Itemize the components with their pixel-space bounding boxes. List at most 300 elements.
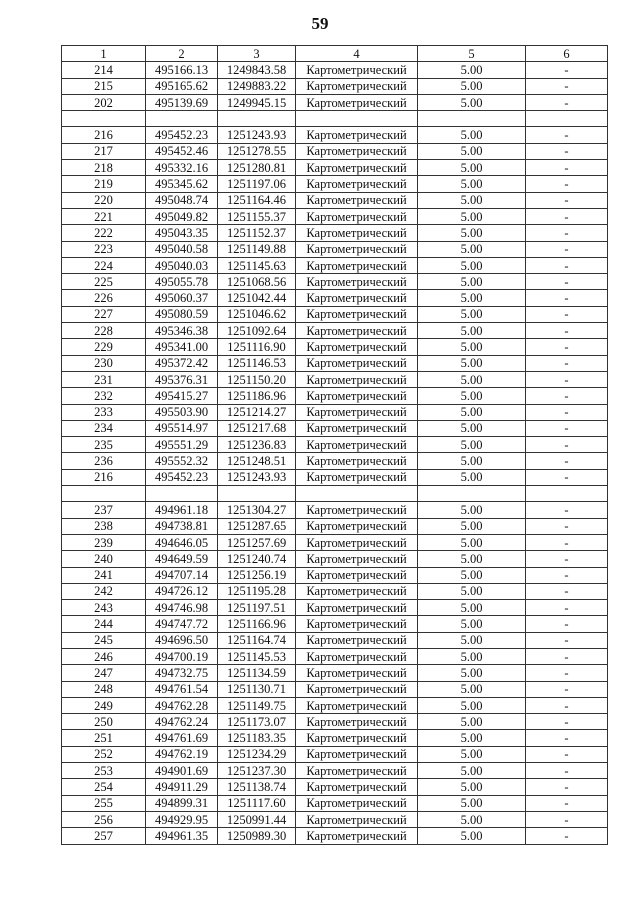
point-number-cell: 245 — [62, 632, 146, 648]
accuracy-cell: 5.00 — [418, 257, 526, 273]
note-cell: - — [526, 714, 608, 730]
point-number-cell: 221 — [62, 208, 146, 224]
x-coordinate-cell: 494646.05 — [146, 534, 218, 550]
accuracy-cell — [418, 486, 526, 502]
accuracy-cell: 5.00 — [418, 746, 526, 762]
table-row — [62, 388, 608, 404]
y-coordinate-cell: 1251257.69 — [218, 534, 296, 550]
accuracy-cell: 5.00 — [418, 241, 526, 257]
y-coordinate-cell: 1251146.53 — [218, 355, 296, 371]
point-number-cell: 217 — [62, 143, 146, 159]
note-cell: - — [526, 681, 608, 697]
note-cell: - — [526, 632, 608, 648]
method-cell: Картометрический — [296, 241, 418, 257]
y-coordinate-cell: 1249883.22 — [218, 78, 296, 94]
x-coordinate-cell: 494762.19 — [146, 746, 218, 762]
accuracy-cell: 5.00 — [418, 404, 526, 420]
method-cell: Картометрический — [296, 681, 418, 697]
table-row — [62, 257, 608, 273]
point-number-cell: 231 — [62, 371, 146, 387]
y-coordinate-cell: 1251236.83 — [218, 437, 296, 453]
x-coordinate-cell: 495372.42 — [146, 355, 218, 371]
note-cell: - — [526, 616, 608, 632]
y-coordinate-cell: 1251145.63 — [218, 257, 296, 273]
method-cell: Картометрический — [296, 518, 418, 534]
table-row — [62, 828, 608, 844]
y-coordinate-cell — [218, 486, 296, 502]
method-cell: Картометрический — [296, 600, 418, 616]
method-cell: Картометрический — [296, 323, 418, 339]
accuracy-cell: 5.00 — [418, 795, 526, 811]
accuracy-cell: 5.00 — [418, 127, 526, 143]
y-coordinate-cell: 1251130.71 — [218, 681, 296, 697]
note-cell — [526, 486, 608, 502]
point-number-cell — [62, 111, 146, 127]
accuracy-cell: 5.00 — [418, 811, 526, 827]
y-coordinate-cell: 1251164.74 — [218, 632, 296, 648]
point-number-cell: 215 — [62, 78, 146, 94]
accuracy-cell: 5.00 — [418, 600, 526, 616]
table-row — [62, 323, 608, 339]
accuracy-cell: 5.00 — [418, 78, 526, 94]
point-number-cell: 256 — [62, 811, 146, 827]
table-row — [62, 127, 608, 143]
method-cell: Картометрический — [296, 78, 418, 94]
x-coordinate-cell: 494961.35 — [146, 828, 218, 844]
accuracy-cell: 5.00 — [418, 160, 526, 176]
x-coordinate-cell: 495060.37 — [146, 290, 218, 306]
point-number-cell: 255 — [62, 795, 146, 811]
x-coordinate-cell: 494726.12 — [146, 583, 218, 599]
table-row — [62, 274, 608, 290]
note-cell: - — [526, 257, 608, 273]
table-row — [62, 208, 608, 224]
x-coordinate-cell: 494929.95 — [146, 811, 218, 827]
point-number-cell: 228 — [62, 323, 146, 339]
y-coordinate-cell: 1251183.35 — [218, 730, 296, 746]
x-coordinate-cell — [146, 111, 218, 127]
table-row — [62, 648, 608, 664]
point-number-cell — [62, 486, 146, 502]
x-coordinate-cell: 494700.19 — [146, 648, 218, 664]
note-cell: - — [526, 648, 608, 664]
point-number-cell: 227 — [62, 306, 146, 322]
note-cell: - — [526, 730, 608, 746]
x-coordinate-cell: 495514.97 — [146, 420, 218, 436]
accuracy-cell: 5.00 — [418, 779, 526, 795]
note-cell: - — [526, 404, 608, 420]
method-cell — [296, 111, 418, 127]
y-coordinate-cell: 1251248.51 — [218, 453, 296, 469]
point-number-cell: 239 — [62, 534, 146, 550]
y-coordinate-cell: 1251046.62 — [218, 306, 296, 322]
accuracy-cell: 5.00 — [418, 583, 526, 599]
x-coordinate-cell: 494762.24 — [146, 714, 218, 730]
table-row — [62, 534, 608, 550]
note-cell — [526, 111, 608, 127]
table-body — [62, 46, 608, 845]
point-number-cell: 249 — [62, 697, 146, 713]
method-cell: Картометрический — [296, 94, 418, 110]
method-cell: Картометрический — [296, 714, 418, 730]
table-row — [62, 339, 608, 355]
table-row — [62, 437, 608, 453]
accuracy-cell: 5.00 — [418, 551, 526, 567]
accuracy-cell: 5.00 — [418, 388, 526, 404]
header-cell: 3 — [218, 46, 296, 62]
table-row — [62, 371, 608, 387]
method-cell: Картометрический — [296, 616, 418, 632]
x-coordinate-cell: 494761.54 — [146, 681, 218, 697]
table-row — [62, 355, 608, 371]
x-coordinate-cell: 494911.29 — [146, 779, 218, 795]
method-cell: Картометрический — [296, 225, 418, 241]
x-coordinate-cell: 495043.35 — [146, 225, 218, 241]
accuracy-cell: 5.00 — [418, 192, 526, 208]
y-coordinate-cell: 1251197.51 — [218, 600, 296, 616]
y-coordinate-cell: 1251152.37 — [218, 225, 296, 241]
y-coordinate-cell: 1251117.60 — [218, 795, 296, 811]
table-row — [62, 763, 608, 779]
point-number-cell: 229 — [62, 339, 146, 355]
point-number-cell: 238 — [62, 518, 146, 534]
accuracy-cell: 5.00 — [418, 567, 526, 583]
accuracy-cell: 5.00 — [418, 648, 526, 664]
table-row — [62, 160, 608, 176]
point-number-cell: 233 — [62, 404, 146, 420]
point-number-cell: 242 — [62, 583, 146, 599]
x-coordinate-cell: 494738.81 — [146, 518, 218, 534]
note-cell: - — [526, 143, 608, 159]
note-cell: - — [526, 697, 608, 713]
y-coordinate-cell: 1251116.90 — [218, 339, 296, 355]
note-cell: - — [526, 94, 608, 110]
point-number-cell: 236 — [62, 453, 146, 469]
table-row — [62, 469, 608, 485]
note-cell: - — [526, 811, 608, 827]
note-cell: - — [526, 828, 608, 844]
point-number-cell: 240 — [62, 551, 146, 567]
x-coordinate-cell: 494961.18 — [146, 502, 218, 518]
x-coordinate-cell: 494747.72 — [146, 616, 218, 632]
x-coordinate-cell: 495341.00 — [146, 339, 218, 355]
y-coordinate-cell: 1251134.59 — [218, 665, 296, 681]
table-row — [62, 632, 608, 648]
point-number-cell: 225 — [62, 274, 146, 290]
point-number-cell: 253 — [62, 763, 146, 779]
accuracy-cell: 5.00 — [418, 453, 526, 469]
table-row — [62, 486, 608, 502]
note-cell: - — [526, 583, 608, 599]
note-cell: - — [526, 371, 608, 387]
method-cell: Картометрический — [296, 355, 418, 371]
table-row — [62, 143, 608, 159]
method-cell: Картометрический — [296, 274, 418, 290]
table-row — [62, 567, 608, 583]
y-coordinate-cell: 1251280.81 — [218, 160, 296, 176]
header-row — [62, 46, 608, 62]
x-coordinate-cell: 495080.59 — [146, 306, 218, 322]
point-number-cell: 250 — [62, 714, 146, 730]
x-coordinate-cell: 495551.29 — [146, 437, 218, 453]
table-row — [62, 714, 608, 730]
point-number-cell: 246 — [62, 648, 146, 664]
table-row — [62, 192, 608, 208]
x-coordinate-cell: 495049.82 — [146, 208, 218, 224]
method-cell: Картометрический — [296, 257, 418, 273]
point-number-cell: 237 — [62, 502, 146, 518]
header-cell: 1 — [62, 46, 146, 62]
point-number-cell: 224 — [62, 257, 146, 273]
x-coordinate-cell: 495415.27 — [146, 388, 218, 404]
note-cell: - — [526, 339, 608, 355]
y-coordinate-cell: 1251256.19 — [218, 567, 296, 583]
note-cell: - — [526, 746, 608, 762]
x-coordinate-cell: 495345.62 — [146, 176, 218, 192]
accuracy-cell: 5.00 — [418, 763, 526, 779]
method-cell: Картометрический — [296, 143, 418, 159]
table-row — [62, 665, 608, 681]
note-cell: - — [526, 225, 608, 241]
x-coordinate-cell: 494899.31 — [146, 795, 218, 811]
method-cell: Картометрический — [296, 730, 418, 746]
method-cell: Картометрический — [296, 583, 418, 599]
method-cell: Картометрический — [296, 502, 418, 518]
accuracy-cell — [418, 111, 526, 127]
method-cell: Картометрический — [296, 339, 418, 355]
accuracy-cell: 5.00 — [418, 730, 526, 746]
point-number-cell: 257 — [62, 828, 146, 844]
coordinates-table — [61, 45, 608, 845]
method-cell: Картометрический — [296, 176, 418, 192]
table-row — [62, 600, 608, 616]
header-cell: 2 — [146, 46, 218, 62]
note-cell: - — [526, 518, 608, 534]
table-row — [62, 502, 608, 518]
note-cell: - — [526, 567, 608, 583]
accuracy-cell: 5.00 — [418, 469, 526, 485]
point-number-cell: 202 — [62, 94, 146, 110]
note-cell: - — [526, 665, 608, 681]
point-number-cell: 235 — [62, 437, 146, 453]
table-row — [62, 453, 608, 469]
accuracy-cell: 5.00 — [418, 143, 526, 159]
y-coordinate-cell: 1251149.75 — [218, 697, 296, 713]
method-cell: Картометрический — [296, 404, 418, 420]
method-cell: Картометрический — [296, 420, 418, 436]
table-row — [62, 616, 608, 632]
method-cell: Картометрический — [296, 567, 418, 583]
accuracy-cell: 5.00 — [418, 339, 526, 355]
point-number-cell: 223 — [62, 241, 146, 257]
point-number-cell: 248 — [62, 681, 146, 697]
method-cell: Картометрический — [296, 437, 418, 453]
accuracy-cell: 5.00 — [418, 534, 526, 550]
note-cell: - — [526, 534, 608, 550]
point-number-cell: 254 — [62, 779, 146, 795]
method-cell: Картометрический — [296, 811, 418, 827]
accuracy-cell: 5.00 — [418, 371, 526, 387]
point-number-cell: 219 — [62, 176, 146, 192]
table-row — [62, 551, 608, 567]
point-number-cell: 222 — [62, 225, 146, 241]
method-cell: Картометрический — [296, 469, 418, 485]
y-coordinate-cell: 1251042.44 — [218, 290, 296, 306]
method-cell: Картометрический — [296, 290, 418, 306]
header-cell: 5 — [418, 46, 526, 62]
accuracy-cell: 5.00 — [418, 420, 526, 436]
note-cell: - — [526, 388, 608, 404]
note-cell: - — [526, 551, 608, 567]
method-cell: Картометрический — [296, 746, 418, 762]
table-row — [62, 306, 608, 322]
point-number-cell: 234 — [62, 420, 146, 436]
accuracy-cell: 5.00 — [418, 208, 526, 224]
y-coordinate-cell: 1251145.53 — [218, 648, 296, 664]
y-coordinate-cell: 1251197.06 — [218, 176, 296, 192]
header-cell: 4 — [296, 46, 418, 62]
x-coordinate-cell: 495166.13 — [146, 62, 218, 78]
method-cell: Картометрический — [296, 388, 418, 404]
y-coordinate-cell: 1251186.96 — [218, 388, 296, 404]
x-coordinate-cell: 495376.31 — [146, 371, 218, 387]
accuracy-cell: 5.00 — [418, 518, 526, 534]
y-coordinate-cell: 1251149.88 — [218, 241, 296, 257]
x-coordinate-cell: 494762.28 — [146, 697, 218, 713]
x-coordinate-cell — [146, 486, 218, 502]
accuracy-cell: 5.00 — [418, 225, 526, 241]
point-number-cell: 247 — [62, 665, 146, 681]
point-number-cell: 252 — [62, 746, 146, 762]
note-cell: - — [526, 779, 608, 795]
y-coordinate-cell: 1251155.37 — [218, 208, 296, 224]
x-coordinate-cell: 494732.75 — [146, 665, 218, 681]
accuracy-cell: 5.00 — [418, 176, 526, 192]
y-coordinate-cell: 1251243.93 — [218, 127, 296, 143]
x-coordinate-cell: 495139.69 — [146, 94, 218, 110]
table-row — [62, 78, 608, 94]
y-coordinate-cell: 1251243.93 — [218, 469, 296, 485]
y-coordinate-cell: 1251237.30 — [218, 763, 296, 779]
table-row — [62, 746, 608, 762]
method-cell: Картометрический — [296, 534, 418, 550]
note-cell: - — [526, 420, 608, 436]
note-cell: - — [526, 502, 608, 518]
table-row — [62, 420, 608, 436]
table-row — [62, 241, 608, 257]
y-coordinate-cell: 1251138.74 — [218, 779, 296, 795]
x-coordinate-cell: 494649.59 — [146, 551, 218, 567]
method-cell: Картометрический — [296, 160, 418, 176]
accuracy-cell: 5.00 — [418, 290, 526, 306]
note-cell: - — [526, 241, 608, 257]
y-coordinate-cell: 1251068.56 — [218, 274, 296, 290]
table-row — [62, 795, 608, 811]
note-cell: - — [526, 763, 608, 779]
y-coordinate-cell: 1251166.96 — [218, 616, 296, 632]
accuracy-cell: 5.00 — [418, 94, 526, 110]
x-coordinate-cell: 494901.69 — [146, 763, 218, 779]
note-cell: - — [526, 453, 608, 469]
method-cell: Картометрический — [296, 306, 418, 322]
note-cell: - — [526, 469, 608, 485]
x-coordinate-cell: 494761.69 — [146, 730, 218, 746]
accuracy-cell: 5.00 — [418, 616, 526, 632]
point-number-cell: 241 — [62, 567, 146, 583]
x-coordinate-cell: 495452.23 — [146, 127, 218, 143]
point-number-cell: 244 — [62, 616, 146, 632]
method-cell: Картометрический — [296, 208, 418, 224]
note-cell: - — [526, 176, 608, 192]
accuracy-cell: 5.00 — [418, 62, 526, 78]
accuracy-cell: 5.00 — [418, 632, 526, 648]
accuracy-cell: 5.00 — [418, 274, 526, 290]
note-cell: - — [526, 62, 608, 78]
x-coordinate-cell: 495040.58 — [146, 241, 218, 257]
table-row — [62, 225, 608, 241]
method-cell: Картометрический — [296, 697, 418, 713]
accuracy-cell: 5.00 — [418, 355, 526, 371]
table-row — [62, 518, 608, 534]
note-cell: - — [526, 127, 608, 143]
x-coordinate-cell: 494746.98 — [146, 600, 218, 616]
header-cell: 6 — [526, 46, 608, 62]
point-number-cell: 251 — [62, 730, 146, 746]
method-cell: Картометрический — [296, 62, 418, 78]
table-row — [62, 697, 608, 713]
table-row — [62, 176, 608, 192]
y-coordinate-cell: 1251287.65 — [218, 518, 296, 534]
method-cell: Картометрический — [296, 192, 418, 208]
point-number-cell: 216 — [62, 469, 146, 485]
table-row — [62, 290, 608, 306]
y-coordinate-cell: 1251278.55 — [218, 143, 296, 159]
table-row — [62, 94, 608, 110]
page-number: 59 — [311, 14, 329, 33]
y-coordinate-cell: 1250991.44 — [218, 811, 296, 827]
method-cell: Картометрический — [296, 779, 418, 795]
x-coordinate-cell: 495048.74 — [146, 192, 218, 208]
y-coordinate-cell: 1249945.15 — [218, 94, 296, 110]
method-cell — [296, 486, 418, 502]
note-cell: - — [526, 290, 608, 306]
point-number-cell: 214 — [62, 62, 146, 78]
table-row — [62, 583, 608, 599]
accuracy-cell: 5.00 — [418, 697, 526, 713]
note-cell: - — [526, 355, 608, 371]
x-coordinate-cell: 495055.78 — [146, 274, 218, 290]
x-coordinate-cell: 495165.62 — [146, 78, 218, 94]
point-number-cell: 216 — [62, 127, 146, 143]
x-coordinate-cell: 494707.14 — [146, 567, 218, 583]
y-coordinate-cell — [218, 111, 296, 127]
point-number-cell: 218 — [62, 160, 146, 176]
method-cell: Картометрический — [296, 371, 418, 387]
note-cell: - — [526, 192, 608, 208]
accuracy-cell: 5.00 — [418, 665, 526, 681]
method-cell: Картометрический — [296, 828, 418, 844]
accuracy-cell: 5.00 — [418, 306, 526, 322]
y-coordinate-cell: 1251195.28 — [218, 583, 296, 599]
method-cell: Картометрический — [296, 632, 418, 648]
table-row — [62, 62, 608, 78]
x-coordinate-cell: 495503.90 — [146, 404, 218, 420]
table-row — [62, 811, 608, 827]
method-cell: Картометрический — [296, 763, 418, 779]
method-cell: Картометрический — [296, 127, 418, 143]
y-coordinate-cell: 1251240.74 — [218, 551, 296, 567]
y-coordinate-cell: 1251304.27 — [218, 502, 296, 518]
